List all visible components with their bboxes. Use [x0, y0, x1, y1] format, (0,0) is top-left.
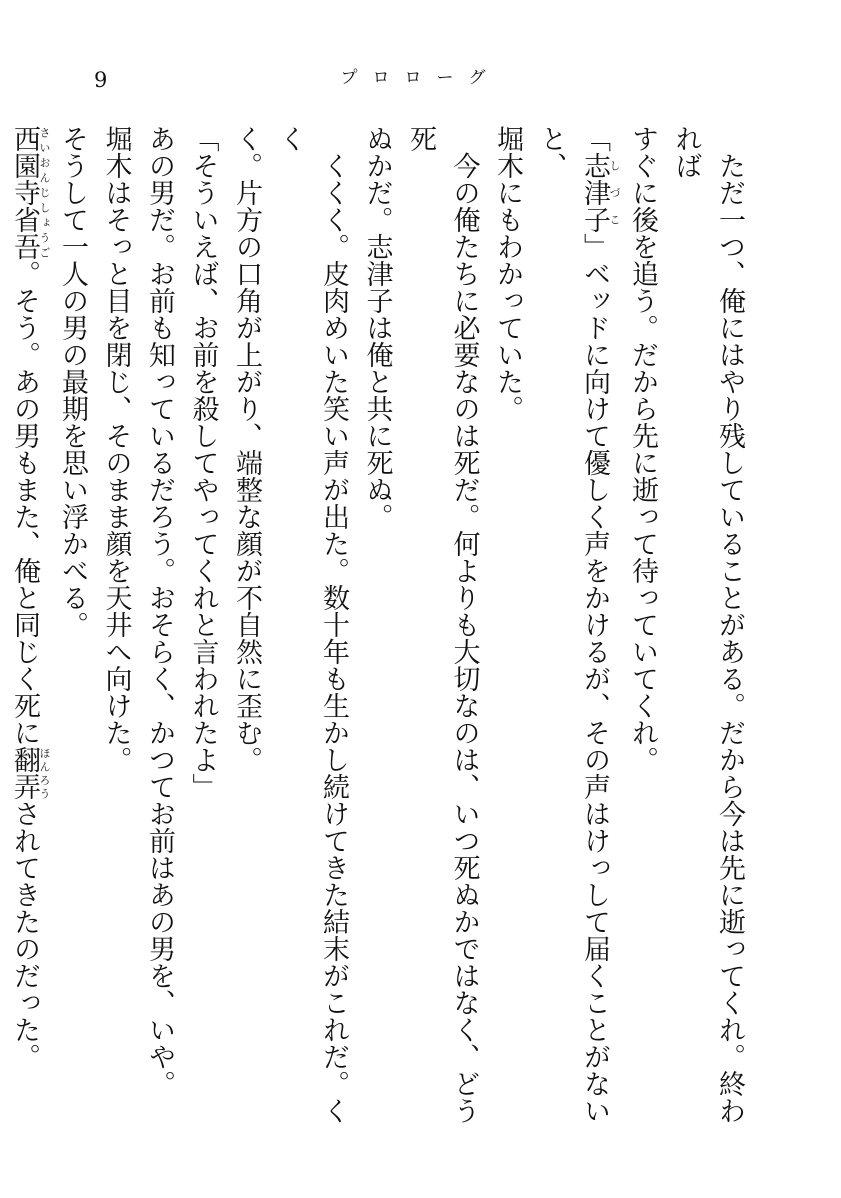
paragraph-text: されてきたのだった。 [9, 800, 40, 1070]
ruby-word [9, 125, 51, 260]
paragraph-continuation [3, 125, 51, 1145]
paragraph-text: 」ベッドに向けて優しく声をかけるが、その声はけっして届くことがないと、 [535, 125, 610, 1124]
paragraph: 今の俺たちに必要なのは死だ。何よりも大切なのは、いつ死ぬかではなく、どう死 [405, 125, 480, 1124]
paragraph: ただ一つ、俺にはやり残していることがある。だから今は先に逝ってくれ。終われば [670, 125, 745, 1124]
paragraph: そうして一人の男の最期を思い浮かべる。 [57, 125, 88, 638]
paragraph: あの男だ。お前も知っているだろう。おそらく、かつてお前はあの男を、いや。 [144, 125, 175, 1097]
ruby-reading: ほんろう [38, 746, 51, 800]
ruby-base: 西園寺省吾 [9, 125, 40, 260]
paragraph-continuation: ぬかだ。志津子は俺と共に死ぬ。 [361, 125, 393, 530]
paragraph: くくく。皮肉めいた笑い声が出た。数十年も生かし続けてきた結末がこれだ。くく [274, 125, 349, 1124]
paragraph-continuation: 堀木にもわかっていた。 [492, 125, 523, 422]
paragraph [529, 125, 621, 1145]
paragraph-continuation: すぐに後を追う。だから先に逝って待っていてくれ。 [627, 125, 658, 773]
ruby-reading: さいおんじしょうご [38, 125, 51, 260]
ruby-reading: しづこ [608, 152, 621, 233]
paragraph-text: 。そう。あの男もまた、俺と同じく死に [9, 260, 40, 746]
running-head: プロローグ [340, 68, 501, 88]
ruby-base: 翻弄 [9, 746, 40, 800]
paragraph: 堀木はそっと目を閉じ、そのまま顔を天井へ向けた。 [100, 125, 132, 773]
open-quote: 「 [579, 125, 610, 152]
ruby-word [579, 152, 621, 233]
ruby-base: 志津子 [579, 152, 610, 233]
page-number: 9 [94, 68, 108, 92]
body-text [9, 125, 751, 1145]
ruby-word [9, 746, 51, 800]
paragraph-continuation: く。片方の口角が上がり、端整な顔が不自然に歪む。 [231, 125, 262, 773]
paragraph: 「そういえば、お前を殺してやってくれと言われたよ」 [187, 125, 219, 800]
